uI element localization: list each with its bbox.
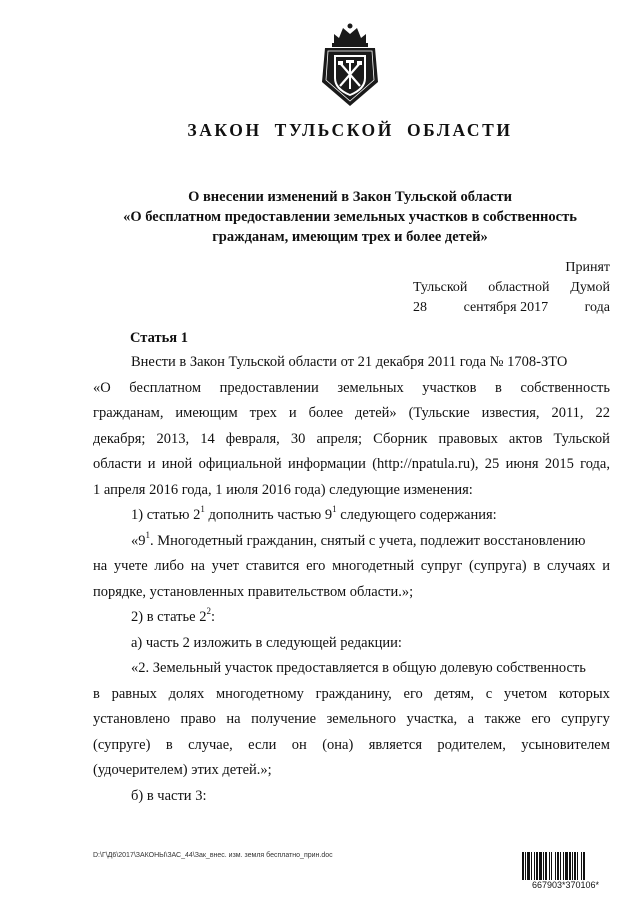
text-line: [93, 707, 610, 731]
adopted-word: областной: [488, 280, 550, 295]
text-word: его: [531, 711, 551, 727]
text-word: известия,: [481, 405, 540, 421]
text-segment: «9: [131, 533, 146, 549]
text-line: [93, 452, 610, 476]
barcode-number: 667903*370106*: [531, 880, 600, 890]
text-word: детей»: [355, 405, 397, 421]
law-title: ЗАКОН ТУЛЬСКОЙ ОБЛАСТИ: [187, 120, 513, 140]
superscript: 1: [332, 504, 337, 515]
text-word: области: [93, 456, 142, 472]
text-word: и: [147, 456, 156, 472]
text-word: гражданам,: [93, 405, 164, 421]
text-line: [131, 656, 610, 680]
text-word: актов: [508, 431, 543, 447]
text-word: и: [602, 558, 610, 574]
text-line: [93, 580, 610, 604]
text-line: [93, 733, 610, 757]
text-word: (она): [322, 737, 354, 753]
text-word: его: [306, 558, 326, 574]
text-line: [93, 401, 610, 425]
text-word: декабря;: [93, 431, 146, 447]
adopted-word: Тульской: [413, 280, 468, 295]
text-word: 2011,: [551, 405, 584, 421]
text-word: в: [494, 380, 502, 396]
text-word: официальной: [198, 456, 282, 472]
text-word: иной: [161, 456, 193, 472]
text-segment: 1) статью 2: [131, 507, 201, 523]
text-word: он: [291, 737, 307, 753]
superscript: 1: [145, 530, 150, 541]
text-word: (Тульские: [408, 405, 470, 421]
text-segment: а) часть 2 изложить в следующей редакции:: [131, 635, 402, 651]
text-word: его: [403, 686, 423, 702]
text-word: на: [226, 711, 241, 727]
text-segment: б) в части 3:: [131, 788, 207, 804]
text-line: [93, 376, 610, 400]
law-heading: [90, 187, 610, 247]
adopted-word: года: [584, 300, 610, 315]
text-word: является: [368, 737, 422, 753]
text-segment: «2. Земельный участок предоставляется в общую долевую собственность: [131, 660, 586, 676]
heading-line: О внесении изменений в Закон Тульской области: [188, 189, 512, 205]
text-word: февраля,: [225, 431, 280, 447]
text-word: в: [93, 686, 100, 702]
text-segment: Внести в Закон Тульской области от 21 декабря 2011 года № 1708-ЗТО: [131, 354, 568, 370]
adopted-word: сентября 2017: [463, 300, 549, 315]
barcode-icon: [521, 852, 610, 880]
text-word: 14: [200, 431, 215, 447]
text-word: 22: [595, 405, 610, 421]
superscript: 2: [206, 606, 211, 617]
text-word: право: [180, 711, 216, 727]
text-word: которых: [558, 686, 610, 702]
text-word: трех: [249, 405, 277, 421]
text-word: (http://npatula.ru),: [372, 456, 479, 472]
text-word: родителем,: [437, 737, 506, 753]
text-word: года,: [580, 456, 610, 472]
text-word: гражданину,: [315, 686, 392, 702]
text-word: равных: [111, 686, 157, 702]
text-segment: :: [210, 609, 215, 625]
text-word: учет: [211, 558, 239, 574]
text-word: случаях: [546, 558, 596, 574]
text-line: [93, 758, 610, 782]
text-word: долях: [168, 686, 205, 702]
text-word: если: [248, 737, 277, 753]
text-word: многодетный: [332, 558, 415, 574]
text-word: ставится: [245, 558, 300, 574]
adopted-date-line: [413, 298, 610, 318]
adopted-word: 28: [413, 300, 427, 315]
text-word: бесплатном: [129, 380, 202, 396]
text-word: апреля;: [316, 431, 363, 447]
text-line: [131, 784, 610, 808]
text-segment: порядке, установленных правительством области.»;: [93, 584, 414, 600]
text-word: 25: [484, 456, 500, 472]
text-word: многодетному: [215, 686, 304, 702]
text-segment: дополнить частью 9: [204, 507, 333, 523]
adopted-word: Думой: [570, 280, 610, 295]
text-word: Сборник: [373, 431, 428, 447]
text-word: имеющим: [175, 405, 238, 421]
text-word: информации: [287, 456, 366, 472]
text-word: собственность: [520, 380, 610, 396]
text-word: на: [93, 558, 108, 574]
text-word: «О: [93, 380, 111, 396]
adopted-label: Принят: [565, 260, 610, 275]
text-line: [93, 478, 610, 502]
superscript: 1: [200, 504, 205, 515]
text-line: [131, 605, 610, 629]
text-word: супругу: [561, 711, 610, 727]
text-word: детям,: [434, 686, 474, 702]
text-word: участков: [422, 380, 477, 396]
text-line: [93, 682, 610, 706]
text-line: [131, 350, 610, 374]
text-word: получение: [251, 711, 317, 727]
text-word: в: [165, 737, 173, 753]
text-word: июня: [505, 456, 539, 472]
text-word: 2013,: [156, 431, 190, 447]
text-word: с: [485, 686, 493, 702]
text-line: [93, 554, 610, 578]
text-word: супруг: [420, 558, 463, 574]
text-word: 2015: [544, 456, 574, 472]
heading-line: гражданам, имеющим трех и более детей»: [212, 229, 488, 245]
text-word: в: [533, 558, 541, 574]
text-word: более: [308, 405, 344, 421]
text-line: [93, 427, 610, 451]
coat-of-arms-icon: [317, 22, 383, 106]
adopted-by-line: [413, 278, 610, 298]
text-word: случае,: [188, 737, 233, 753]
text-word: установлено: [93, 711, 170, 727]
text-word: на: [190, 558, 205, 574]
text-word: (супруга): [469, 558, 527, 574]
file-path: D:\Г\Д6\2017\ЗАКОНЫ\ЗАС_44\Зак_внес. изм. земля бесплатно_прин.doc: [93, 852, 333, 859]
text-word: земельных: [337, 380, 404, 396]
text-line: [131, 529, 610, 553]
adoption-note: [413, 258, 610, 318]
text-word: также: [484, 711, 521, 727]
text-line: [131, 503, 610, 527]
text-word: либо: [154, 558, 185, 574]
text-word: (супруге): [93, 737, 151, 753]
text-word: усыновителем: [521, 737, 610, 753]
text-word: Тульской: [553, 431, 610, 447]
text-word: предоставлении: [219, 380, 319, 396]
text-segment: 2) в статье 2: [131, 609, 207, 625]
text-word: а: [467, 711, 475, 727]
text-word: правовых: [438, 431, 498, 447]
text-segment: . Многодетный гражданин, снятый с учета, подлежит восстановлению: [150, 533, 586, 549]
article-title: Статья 1: [130, 330, 188, 346]
text-segment: (удочерителем) этих детей.»;: [93, 762, 272, 778]
text-word: 30: [290, 431, 306, 447]
text-word: участка,: [406, 711, 458, 727]
text-line: [131, 631, 610, 655]
text-word: и: [288, 405, 297, 421]
text-word: земельного: [326, 711, 397, 727]
text-segment: 1 апреля 2016 года, 1 июля 2016 года) следующие изменения:: [93, 482, 473, 498]
text-word: учете: [113, 558, 148, 574]
heading-line: «О бесплатном предоставлении земельных участков в собственность: [123, 209, 577, 225]
text-word: учетом: [503, 686, 548, 702]
text-segment: следующего содержания:: [336, 507, 497, 523]
